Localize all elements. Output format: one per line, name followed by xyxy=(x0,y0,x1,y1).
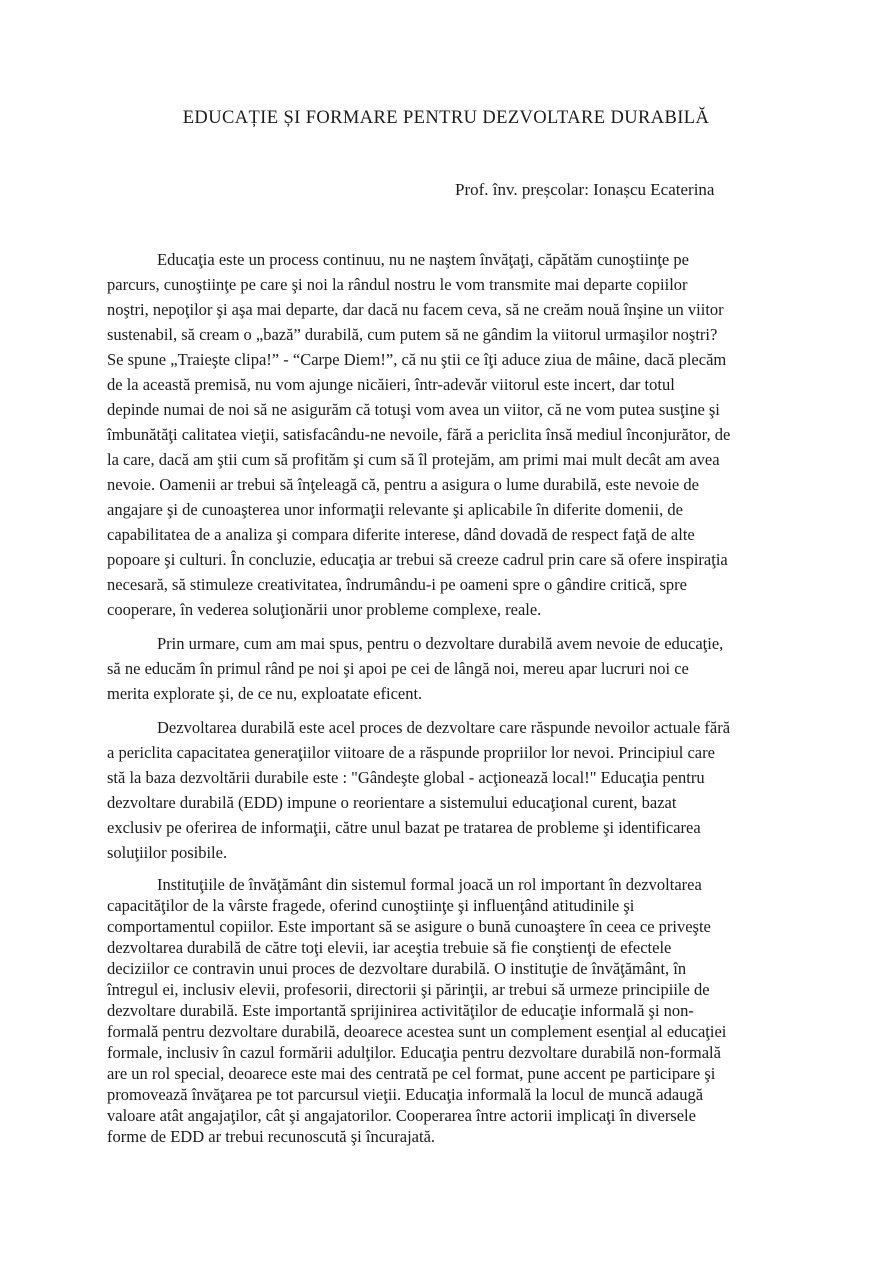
paragraph-4 xyxy=(107,874,802,1147)
document-title: EDUCAȚIE ȘI FORMARE PENTRU DEZVOLTARE DURABILĂ xyxy=(182,108,710,128)
text-line: dezvoltare durabilă. Este importantă sprijinirea activităţilor de educaţie informală şi non- xyxy=(107,1001,694,1020)
text-line: formale, inclusiv în cazul formării adulţilor. Educaţia pentru dezvoltare durabilă non-formală xyxy=(107,1043,721,1062)
text-line: formală pentru dezvoltare durabilă, deoarece acestea sunt un complement esenţial al educaţiei xyxy=(107,1022,727,1041)
text-line: Se spune „Traieşte clipa!” - “Carpe Diem!”, că nu ştii ce îţi aduce ziua de mâine, dacă plecăm xyxy=(107,350,727,369)
text-line: să ne educăm în primul rând pe noi şi apoi pe cei de lângă noi, mereu apar lucruri noi ce xyxy=(107,659,689,678)
text-line: soluţiilor posibile. xyxy=(107,843,228,862)
text-line: popoare şi culturi. În concluzie, educaţia ar trebui să creeze cadrul prin care să ofere inspiraţia xyxy=(107,550,728,569)
text-line: dezvoltarea durabilă de către toţi elevii, iar aceştia trebuie să fie conştienţi de efectele xyxy=(107,938,672,957)
text-line: a periclita capacitatea generaţiilor viitoare de a răspunde propriilor lor nevoi. Principiul care xyxy=(107,743,715,762)
text-line: parcurs, cunoştiinţe pe care şi noi la rândul nostru le vom transmite mai departe copiilor xyxy=(107,275,688,294)
text-line: stă la baza dezvoltării durabile este : "Gândeşte global - acţionează local!" Educaţia pentru xyxy=(107,768,705,787)
text-line: Dezvoltarea durabilă este acel proces de dezvoltare care răspunde nevoilor actuale fără xyxy=(157,718,731,737)
text-line: întregul ei, inclusiv elevii, profesorii, directorii şi părinţii, ar trebui să urmeze principiile de xyxy=(107,980,710,999)
text-line: Educaţia este un process continuu, nu ne naştem învăţaţi, căpătăm cunoştiinţe pe xyxy=(157,250,689,269)
text-line: nevoie. Oamenii ar trebui să înţeleagă că, pentru a asigura o lume durabilă, este nevoie de xyxy=(107,475,699,494)
text-line: cooperare, în vederea soluţionării unor probleme complexe, reale. xyxy=(107,600,542,619)
text-line: depinde numai de noi să ne asigurăm că totuşi vom avea un viitor, că ne vom putea susţine şi xyxy=(107,400,720,419)
text-line: capabilitatea de a analiza şi compara diferite interese, dând dovadă de respect faţă de alte xyxy=(107,525,695,544)
text-line: Prin urmare, cum am mai spus, pentru o dezvoltare durabilă avem nevoie de educaţie, xyxy=(157,634,724,653)
text-line: Instituţiile de învăţământ din sistemul formal joacă un rol important în dezvoltarea xyxy=(157,875,702,894)
text-line: exclusiv pe oferirea de informaţii, către unul bazat pe tratarea de probleme şi identificarea xyxy=(107,818,701,837)
text-line: promovează învăţarea pe tot parcursul vieţii. Educaţia informală la locul de muncă adaugă xyxy=(107,1085,704,1104)
text-line: sustenabil, să cream o „bază” durabilă, cum putem să ne gândim la viitorul urmaşilor noştri? xyxy=(107,325,718,344)
paragraph-3 xyxy=(107,715,802,865)
text-line: dezvoltare durabilă (EDD) impune o reorientare a sistemului educaţional curent, bazat xyxy=(107,793,677,812)
text-line: forme de EDD ar trebui recunoscută şi încurajată. xyxy=(107,1127,436,1146)
text-line: îmbunătăţi calitatea vieţii, satisfacându-ne nevoile, fără a periclita însă mediul înconjurător, de xyxy=(107,425,731,444)
paragraph-1 xyxy=(107,247,802,622)
author-line: Prof. înv. preșcolar: Ionașcu Ecaterina xyxy=(455,180,715,199)
text-line: angajare şi de cunoaşterea unor informaţii relevante şi aplicabile în diferite domenii, de xyxy=(107,500,683,519)
paragraph-2 xyxy=(107,631,802,706)
text-line: valoare atât angajaţilor, cât şi angajatorilor. Cooperarea între actorii implicaţi în diversele xyxy=(107,1106,696,1125)
text-line: merita explorate şi, de ce nu, exploatate eficent. xyxy=(107,684,423,703)
document-body xyxy=(107,247,802,1147)
text-line: capacităţilor de la vârste fragede, oferind cunoştiinţe şi influenţând atitudinile şi xyxy=(107,896,635,915)
text-line: are un rol special, deoarece este mai des centrată pe cel format, pune accent pe participare şi xyxy=(107,1064,716,1083)
text-line: comportamentul copiilor. Este important să se asigure o bună cunoaştere în ceea ce priveşte xyxy=(107,917,711,936)
text-line: noştri, nepoţilor şi aşa mai departe, dar dacă nu facem ceva, să ne creăm nouă înşine un viitor xyxy=(107,300,724,319)
text-line: de la această premisă, nu vom ajunge nicăieri, într-adevăr viitorul este incert, dar totul xyxy=(107,375,675,394)
text-line: necesară, să stimuleze creativitatea, îndrumându-i pe oameni spre o gândire critică, spre xyxy=(107,575,687,594)
text-line: deciziilor ce contravin unui proces de dezvoltare durabilă. O instituţie de învăţământ, în xyxy=(107,959,687,978)
text-line: la care, dacă am ştii cum să profităm şi cum să îl protejăm, am primi mai mult decât am avea xyxy=(107,450,720,469)
